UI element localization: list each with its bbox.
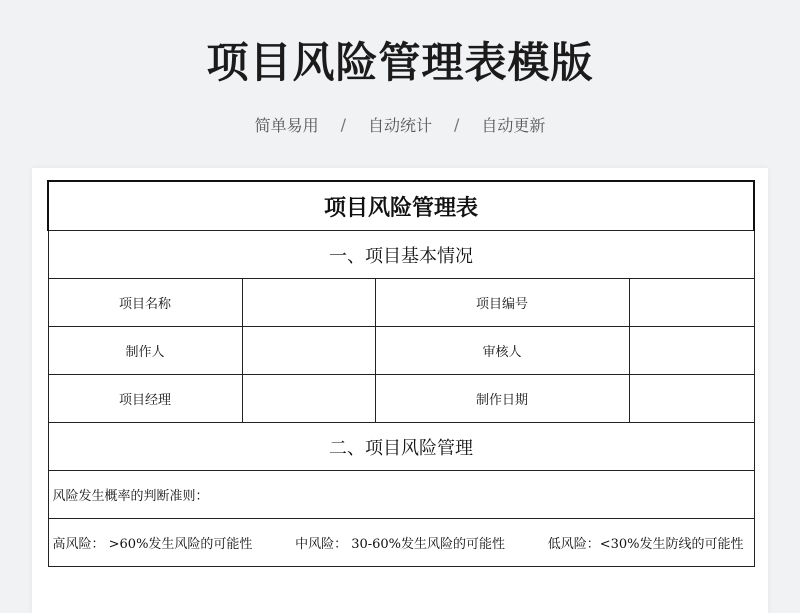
low-risk-definition: 低风险：<30%发生防线的可能性 [547,537,744,552]
value-created-date[interactable] [629,375,754,423]
label-created-date: 制作日期 [375,375,629,423]
value-creator[interactable] [242,327,375,375]
spreadsheet-preview [32,168,768,613]
section-risk-management: 二、项目风险管理 [48,423,754,471]
separator: / [340,115,346,134]
feature-tagline [0,113,800,136]
table-row [48,279,754,327]
label-project-number: 项目编号 [375,279,629,327]
value-project-manager[interactable] [242,375,375,423]
separator: / [454,115,460,134]
high-risk-definition: 高风险： >60%发生风险的可能性 [52,537,253,552]
criteria-label: 风险发生概率的判断准则： [48,471,754,519]
label-project-name: 项目名称 [48,279,242,327]
section-basic-info: 一、项目基本情况 [48,231,754,279]
page-title: 项目风险管理表模版 [206,38,594,87]
feature-easy: 简单易用 [254,116,319,135]
label-creator: 制作人 [48,327,242,375]
risk-table [47,180,755,567]
sheet-title: 项目风险管理表 [48,181,754,231]
label-reviewer: 审核人 [375,327,629,375]
table-row [48,375,754,423]
label-project-manager: 项目经理 [48,375,242,423]
mid-risk-definition: 中风险： 30-60%发生风险的可能性 [295,537,506,552]
feature-auto-stats: 自动统计 [367,116,432,135]
value-reviewer[interactable] [629,327,754,375]
table-row [48,327,754,375]
value-project-number[interactable] [629,279,754,327]
risk-levels-row [48,519,754,567]
feature-auto-update: 自动更新 [481,116,546,135]
value-project-name[interactable] [242,279,375,327]
